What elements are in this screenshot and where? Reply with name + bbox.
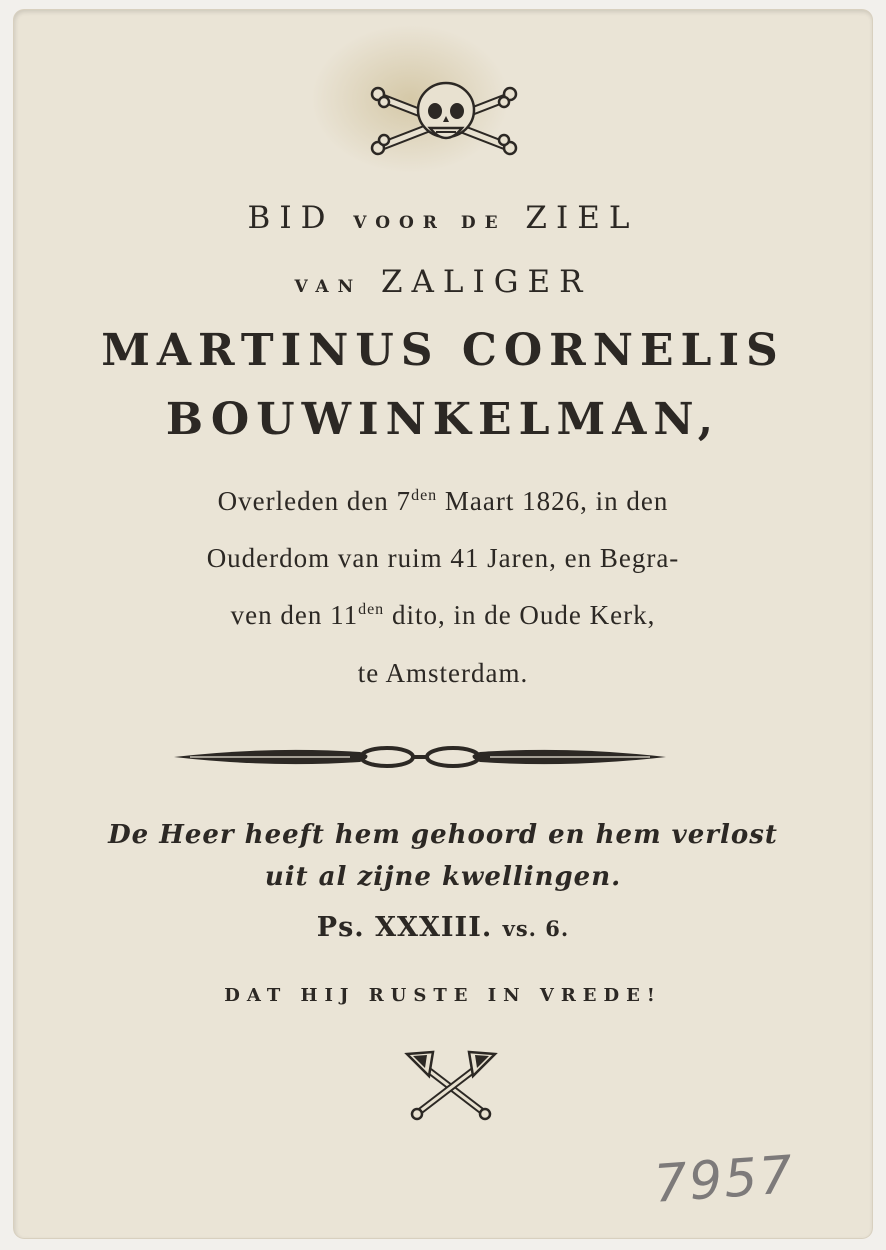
verse-line-1: De Heer heeft hem gehoord en hem verlost <box>108 820 778 850</box>
detail-text: dito, in de Oude Kerk, <box>384 600 656 630</box>
deceased-name-line-1: MARTINUS CORNELIS <box>101 325 785 376</box>
detail-line-1 <box>0 486 886 517</box>
deceased-name-line-2: BOUWINKELMAN, <box>165 394 721 445</box>
detail-line-4 <box>0 658 886 689</box>
inventory-number: 7957 <box>652 1145 797 1215</box>
detail-text: ven den 11 <box>230 600 359 630</box>
heading-line-1 <box>0 200 886 236</box>
detail-superscript: den <box>411 487 438 504</box>
detail-text: Overleden den 7 <box>217 486 412 516</box>
closing-line: DAT HIJ RUSTE IN VREDE! <box>224 985 662 1006</box>
crossed-torches-icon <box>403 1048 499 1122</box>
reference-psalm: Ps. XXXIII. <box>316 912 493 943</box>
heading-van: VAN <box>294 277 363 297</box>
reference-verse: vs. 6. <box>502 916 570 941</box>
heading-bid: BID <box>247 200 335 236</box>
detail-line-3 <box>0 600 886 631</box>
heading-zaliger: ZALIGER <box>380 264 592 300</box>
verse-line-2: uit al zijne kwellingen. <box>264 862 622 892</box>
detail-text: Maart 1826, in den <box>437 486 669 516</box>
heading-voor-de: VOOR DE <box>353 213 507 233</box>
heading-ziel: ZIEL <box>525 200 639 236</box>
detail-superscript: den <box>358 601 385 618</box>
detail-line-2 <box>0 543 886 574</box>
detail-text: Ouderdom van ruim 41 Jaren, en Begra- <box>206 543 680 573</box>
heading-line-2 <box>0 264 886 300</box>
verse-reference <box>0 912 886 943</box>
ornamental-divider-icon <box>170 740 670 774</box>
skull-crossbones-icon <box>366 76 526 166</box>
detail-text: te Amsterdam. <box>357 658 529 688</box>
